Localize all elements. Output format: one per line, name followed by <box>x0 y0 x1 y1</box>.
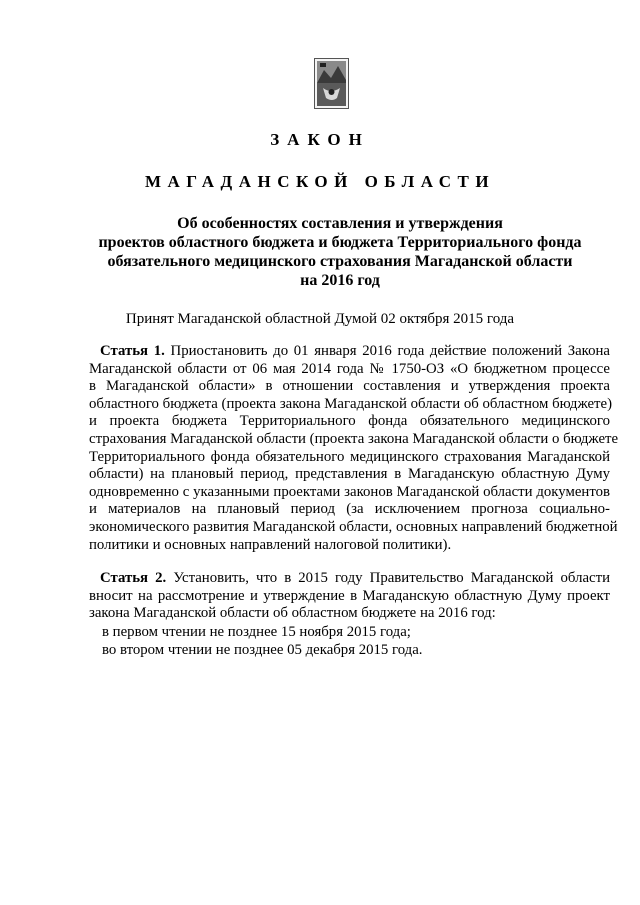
heading-line: на 2016 год <box>300 272 380 289</box>
article-1-line: страхования Магаданской области (проекта закона Магаданской области о бюджете <box>89 430 619 447</box>
article-1-line: Территориального фонда обязательного медицинского страхования Магаданской <box>89 448 610 465</box>
article-2 <box>89 570 610 623</box>
article-1-line: области) на плановый период, представления в Магаданскую областную Думу <box>89 466 610 483</box>
article-1-first-line <box>89 343 610 361</box>
heading-line: Об особенностях составления и утверждения <box>177 215 503 232</box>
article-1-line: Магаданской области от 06 мая 2014 года № 1750-ОЗ «О бюджетном процессе <box>89 360 610 377</box>
article-1-label: Статья 1. <box>100 343 165 359</box>
document-type: ЗАКОН <box>270 130 370 149</box>
article-1-line: в Магаданской области» в отношении составления и утверждения проекта <box>89 378 610 395</box>
article-2-line: закона Магаданской области об областном бюджете на 2016 год: <box>89 605 496 622</box>
article-1 <box>89 343 619 554</box>
article-1-line: и материалов на плановый период (за исключением прогноза социально- <box>89 501 610 518</box>
reading-deadline-item: во втором чтении не позднее 05 декабря 2015 года. <box>102 642 423 658</box>
article-1-line: областного бюджета (проекта закона Магаданской области об областном бюджете) <box>89 395 613 412</box>
law-heading <box>70 214 610 290</box>
article-1-line: экономического развития Магаданской области, основных направлений бюджетной <box>89 518 618 535</box>
article-2-first-text: Установить, что в 2015 году Правительство Магаданской области <box>173 570 610 586</box>
article-2-label: Статья 2. <box>100 570 167 586</box>
article-1-line: одновременно с указанными проектами законов Магаданской области документов <box>89 483 610 500</box>
article-2-first-line <box>89 570 610 588</box>
reading-deadline-item: в первом чтении не позднее 15 ноября 2015 года; <box>102 624 411 640</box>
article-1-first-text: Приостановить до 01 января 2016 года действие положений Закона <box>170 343 610 359</box>
article-2-line: вносит на рассмотрение и утверждение в Магаданскую областную Думу проект <box>89 587 610 604</box>
coat-of-arms-emblem <box>314 58 349 109</box>
heading-line: обязательного медицинского страхования Магаданской области <box>107 253 573 270</box>
adoption-note: Принят Магаданской областной Думой 02 октября 2015 года <box>125 311 515 327</box>
region-title: МАГАДАНСКОЙ ОБЛАСТИ <box>144 172 496 191</box>
article-1-line: политики и основных направлений налоговой политики). <box>89 536 452 553</box>
article-1-line: и проекта бюджета Территориального фонда обязательного медицинского <box>89 413 610 430</box>
heading-line: проектов областного бюджета и бюджета Территориального фонда <box>98 234 582 251</box>
